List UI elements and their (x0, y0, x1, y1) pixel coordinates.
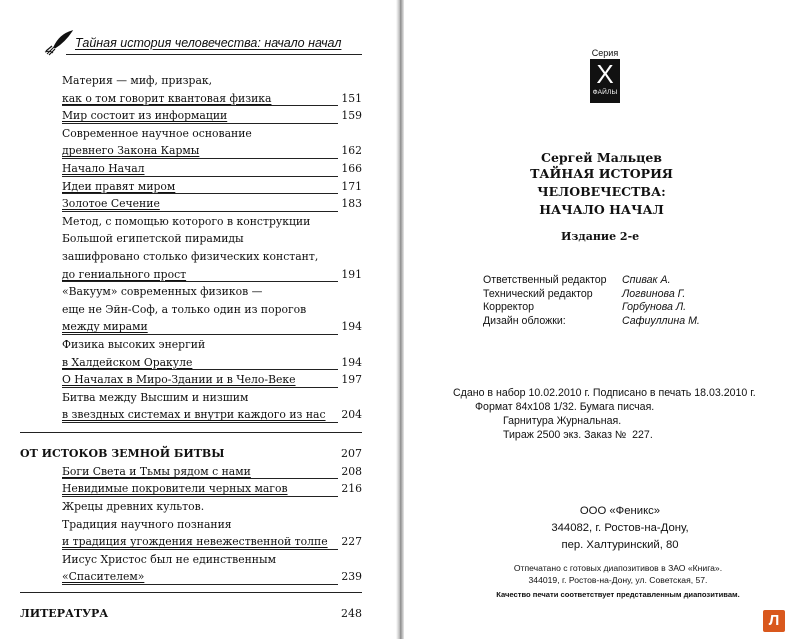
toc-page-number: 166 (341, 161, 362, 175)
toc-entry[interactable] (62, 371, 362, 389)
toc-entry-title: Боги Света и Тьмы рядом с нами (62, 464, 251, 478)
section-divider (20, 432, 362, 433)
toc-entry-title: зашифровано столько физических констант, (62, 249, 319, 263)
toc-page-number: 183 (341, 197, 362, 211)
credit-name: Логвинова Г. (622, 287, 686, 300)
toc-entry[interactable] (62, 406, 362, 424)
toc-page-number: 171 (341, 179, 362, 193)
toc-entry[interactable] (62, 568, 362, 586)
format-prefix: Формат 84х108 (475, 401, 554, 413)
order-number: 227. (632, 429, 653, 441)
printer-line: Отпечатано с готовых диапозитивов в ЗАО «Книга». (513, 563, 723, 573)
toc-list (62, 72, 362, 424)
toc-entry-title: Начало Начал (62, 161, 145, 175)
toc-entry-title: Невидимые покровители черных магов (62, 482, 288, 496)
imprint-circulation (453, 428, 773, 442)
credit-role: Дизайн обложки: (483, 314, 566, 327)
toc-entry[interactable] (62, 498, 362, 516)
toc-page-number: 191 (341, 267, 362, 281)
toc-entry[interactable] (62, 301, 362, 319)
credit-role: Технический редактор (483, 287, 593, 300)
toc-entry-title: до гениального прост (62, 267, 187, 281)
toc-entry-title: Мир состоит из информации (62, 109, 228, 123)
toc-section-heading[interactable] (20, 605, 362, 623)
toc-entry-title: Жрецы древних культов. (62, 500, 205, 514)
toc-page-number: 227 (341, 535, 362, 549)
section-divider (20, 592, 362, 593)
toc-page-number: 194 (341, 355, 362, 369)
toc-entry-title: Золотое Сечение (62, 197, 160, 211)
toc-entry[interactable] (62, 389, 362, 407)
toc-page-number: 204 (341, 408, 362, 422)
toc-entry-title: О Началах в Миро-Здании и в Чело-Веке (62, 373, 296, 387)
toc-entry-title: Физика высоких энергий (62, 337, 206, 351)
toc-entry[interactable] (62, 480, 362, 498)
credit-name: Спивак А. (622, 274, 671, 286)
imprint-block (453, 386, 773, 442)
credit-name: Горбунова Л. (622, 301, 687, 314)
toc-page-number: 216 (341, 482, 362, 496)
printer-block (453, 563, 783, 601)
toc-entry[interactable] (62, 213, 362, 231)
quality-note: Качество печати соответствует представленным диапозитивам. (496, 590, 740, 599)
credit-name: Сафиуллина М. (622, 314, 700, 327)
edition: Издание 2-е (561, 230, 640, 243)
credit-role: Корректор (483, 301, 535, 314)
table-of-contents (20, 72, 362, 623)
labirint-logo-icon[interactable]: Л (763, 610, 785, 632)
section-page-number: 248 (341, 607, 362, 621)
quill-pen-icon (44, 30, 74, 56)
publisher-name: ООО «Феникс» (579, 505, 661, 517)
credit-row (483, 315, 783, 329)
toc-entry-title: Традиция научного познания (62, 517, 232, 531)
running-header-title: Тайная история человечества: начало начал (75, 36, 342, 50)
toc-page-number: 197 (341, 373, 362, 387)
title-line: НАЧАЛО НАЧАЛ (539, 202, 664, 217)
toc-entry[interactable] (62, 266, 362, 284)
toc-entry[interactable] (62, 336, 362, 354)
imprint-typeface: Гарнитура Журнальная. (503, 415, 622, 427)
toc-entry-title: древнего Закона Кармы (62, 144, 200, 158)
toc-list (62, 463, 362, 586)
header-rule (66, 54, 362, 55)
circulation-text: Тираж 2500 экз. Заказ № (503, 429, 627, 441)
toc-entry-title: в звездных системах и внутри каждого из нас (62, 408, 326, 422)
printer-line: 344019, г. Ростов-на-Дону, ул. Советская, 57. (528, 574, 708, 585)
format-fraction: 1/32 (553, 401, 574, 413)
toc-entry-title: «Спасителем» (62, 570, 145, 584)
toc-entry[interactable] (62, 551, 362, 569)
series-logo (590, 59, 620, 103)
title-line: ТАЙНАЯ ИСТОРИЯ (530, 166, 673, 181)
credit-row (483, 274, 783, 288)
series-badge (589, 48, 621, 104)
toc-entry-title: Современное научное основание (62, 126, 252, 140)
toc-entry[interactable] (62, 107, 362, 125)
toc-entry-title: еще не Эйн-Соф, а только один из порогов (62, 302, 307, 316)
toc-entry[interactable] (62, 125, 362, 143)
section-title: ОТ ИСТОКОВ ЗЕМНОЙ БИТВЫ (20, 446, 225, 460)
toc-entry[interactable] (62, 160, 362, 178)
toc-page-number: 159 (341, 109, 362, 123)
section-title: ЛИТЕРАТУРА (20, 607, 109, 621)
toc-entry-title: Материя — миф, призрак, (62, 74, 213, 87)
toc-page-number: 151 (341, 91, 362, 105)
credit-row (483, 301, 783, 315)
section-page-number: 207 (341, 446, 362, 460)
publisher-street: пер. Халтуринский, 80 (561, 539, 679, 551)
toc-entry[interactable] (62, 318, 362, 336)
toc-entry-title: между мирами (62, 320, 148, 334)
toc-entry-title: «Вакуум» современных физиков — (62, 285, 263, 299)
running-header (44, 30, 362, 56)
book-title (403, 165, 800, 219)
toc-entry[interactable] (62, 178, 362, 196)
toc-page-number: 162 (341, 144, 362, 158)
publisher-block (500, 503, 740, 554)
title-line: ЧЕЛОВЕЧЕСТВА: (537, 184, 666, 199)
toc-page-number: 194 (341, 320, 362, 334)
toc-entry-title: Большой египетской пирамиды (62, 232, 244, 246)
toc-page-number: 208 (341, 464, 362, 478)
series-label: Серия (591, 48, 619, 58)
author-name: Сергей Мальцев (541, 150, 662, 165)
toc-entry[interactable] (62, 90, 362, 108)
right-page (403, 0, 800, 639)
toc-section-heading[interactable] (20, 445, 362, 463)
toc-entry[interactable] (62, 533, 362, 551)
series-mark: X (596, 59, 614, 89)
toc-entry-title: в Халдейском Оракуле (62, 355, 193, 369)
series-subtitle: ФАЙЛЫ (592, 89, 618, 96)
toc-entry-title: Идеи правят миром (62, 179, 176, 193)
imprint-format (453, 400, 773, 414)
toc-entry-title: Иисус Христос был не единственным (62, 552, 276, 566)
toc-page-number: 239 (341, 570, 362, 584)
toc-entry[interactable] (62, 72, 362, 90)
toc-entry[interactable] (62, 142, 362, 160)
toc-entry-title: как о том говорит квантовая физика (62, 91, 272, 105)
toc-entry[interactable] (62, 283, 362, 301)
toc-entry-title: Метод, с помощью которого в конструкции (62, 214, 311, 228)
format-suffix: . Бумага писчая. (573, 401, 655, 413)
toc-entry[interactable] (62, 516, 362, 534)
toc-entry-title: и традиция угождения невежественной толпе (62, 535, 328, 549)
imprint-dates: Сдано в набор 10.02.2010 г. Подписано в печать 18.03.2010 г. (453, 387, 756, 399)
credits-block (483, 274, 783, 328)
toc-entry[interactable] (62, 230, 362, 248)
toc-entry[interactable] (62, 463, 362, 481)
toc-entry-title: Битва между Высшим и низшим (62, 390, 249, 404)
toc-entry[interactable] (62, 195, 362, 213)
toc-entry[interactable] (62, 248, 362, 266)
publisher-address: 344082, г. Ростов-на-Дону, (551, 522, 689, 534)
toc-entry[interactable] (62, 354, 362, 372)
credit-role: Ответственный редактор (483, 274, 607, 286)
credit-row (483, 288, 783, 302)
